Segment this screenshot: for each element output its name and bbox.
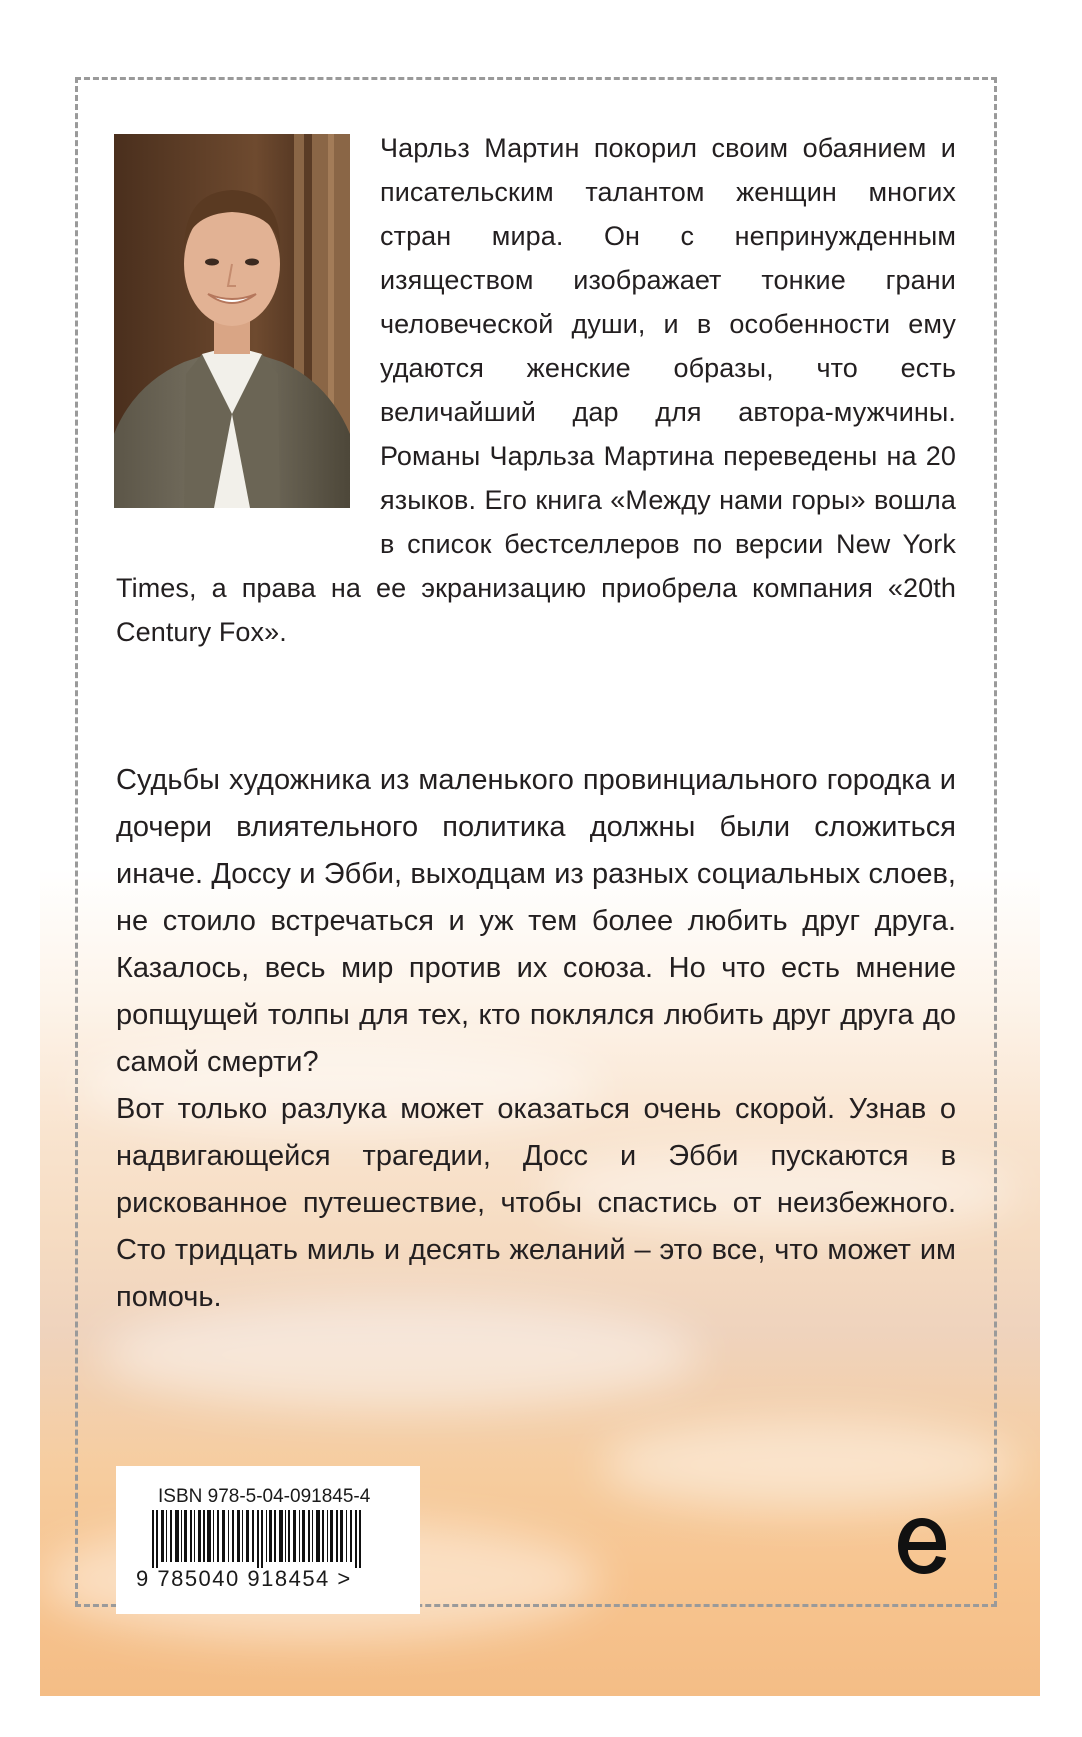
barcode-icon [144,1510,394,1568]
barcode-digits: 9 785040 918454 > [136,1566,352,1591]
author-bio [116,126,956,654]
book-synopsis [116,757,956,1321]
synopsis-paragraph: Вот только разлука может оказаться очень скорой. Узнав о надвигающейся трагедии, Досс и Эбби пускаются в рискованное путешествие, чтобы спастись от неизбежного. Сто тридцать миль и десять желаний – это все, что может им помочь. [116,1093,956,1313]
synopsis-paragraph: Судьбы художника из маленького провинциального городка и дочери влиятельного политика должны были сложиться иначе. Доссу и Эбби, выходцам из разных социальных слоев, не стоило встречаться и уж тем более любить друг друга. Казалось, весь мир против их союза. Но что есть мнение ропщущей толпы для тех, кто поклялся любить друг друга до самой смерти? [116,764,956,1078]
isbn-barcode-block [116,1466,420,1614]
eksmo-logo-icon [892,1512,952,1580]
isbn-label: ISBN 978-5-04-091845-4 [158,1486,371,1507]
author-bio-text: Чарльз Мартин покорил своим обаянием и писательским талантом женщин многих стран мира. Он с непринужденным изяществом изображает тонкие грани человеческой души, и в особенности ему удаются женские образы, что есть величайший дар для автора-мужчины. Романы Чарльза Мартина переведены на 20 языков. Его книга «Между нами горы» вошла в список бестселлеров по версии New York Times, а права на ее экранизацию приобрела компания «20th Century Fox». [116,133,956,647]
